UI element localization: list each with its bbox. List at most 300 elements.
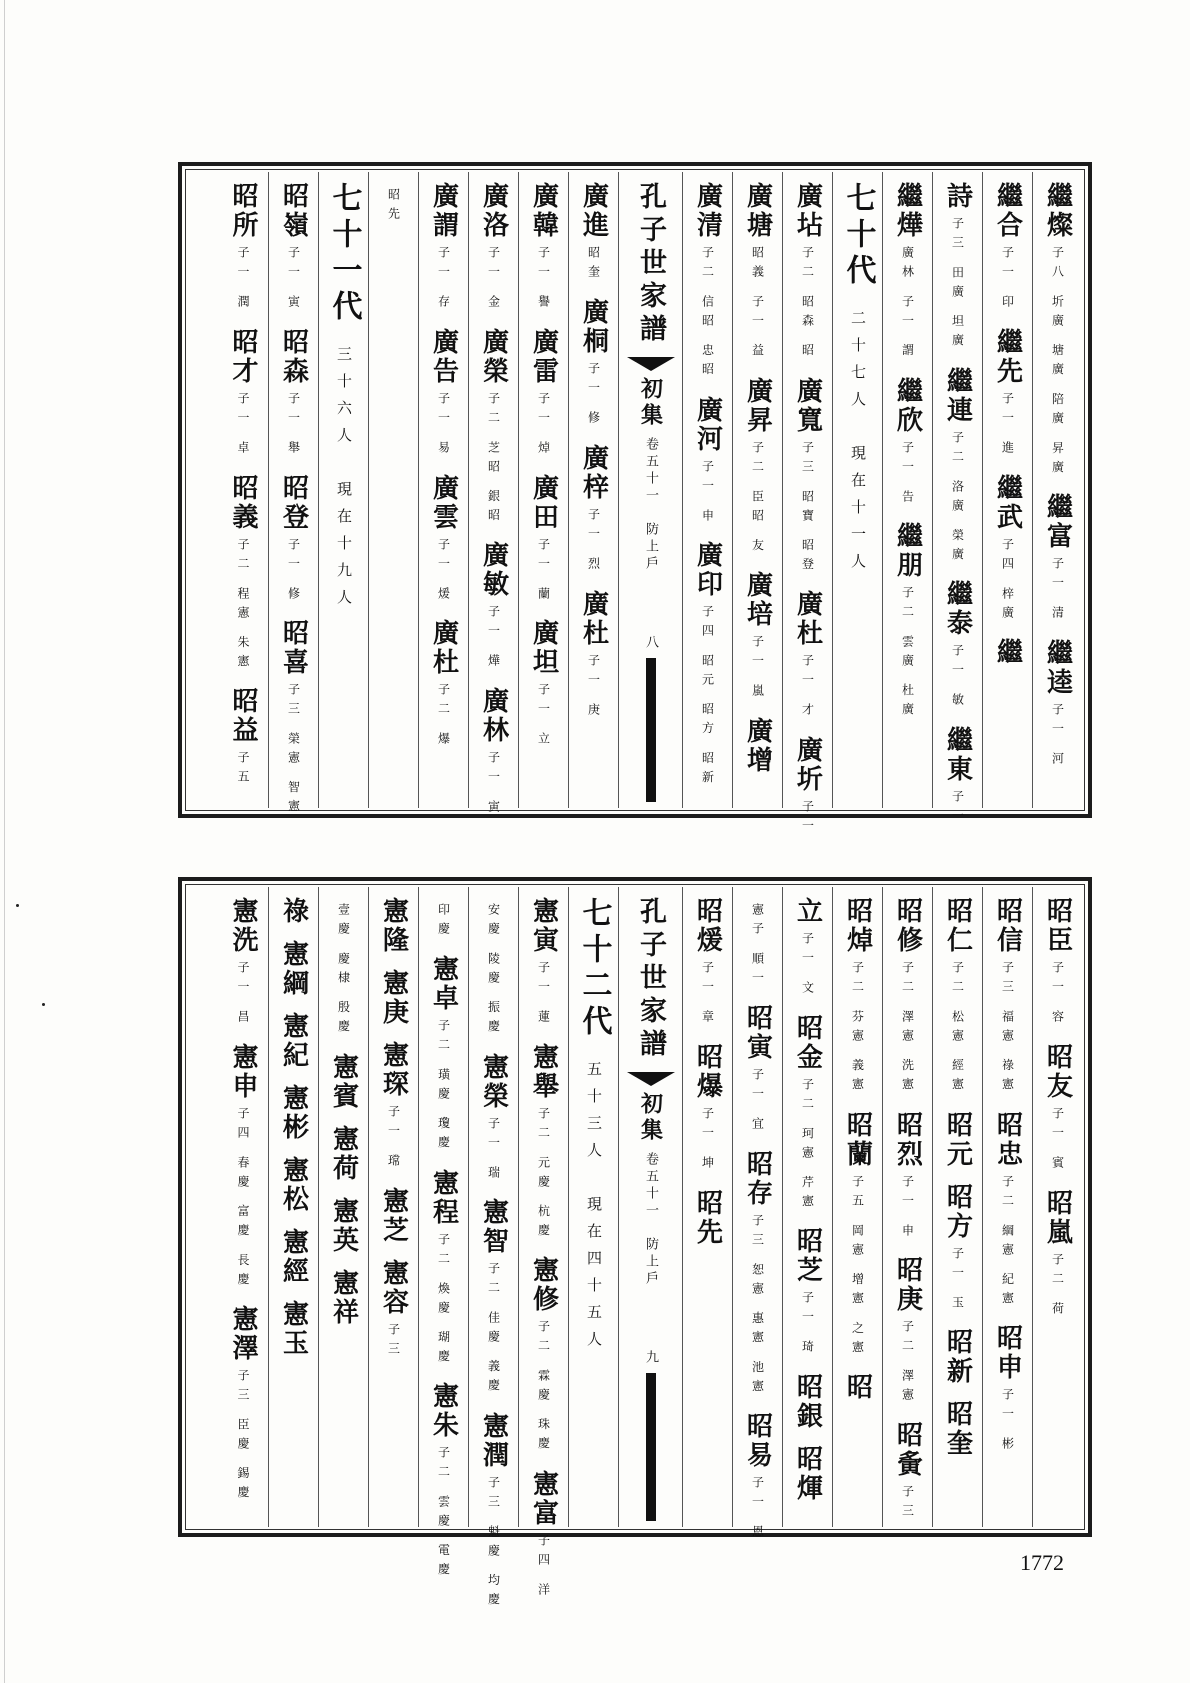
lineage-note: 子四 洋	[536, 1534, 551, 1602]
person-name: 昭寅	[742, 1003, 773, 1062]
person-entry	[528, 1042, 559, 1243]
person-name: 繼東	[942, 726, 973, 785]
person-name: 昭忠	[992, 1110, 1023, 1169]
person-entry	[478, 182, 509, 314]
register-column	[732, 887, 782, 1544]
person-name: 昭方	[942, 1182, 973, 1241]
person-name: 昭元	[942, 1110, 973, 1169]
person-entry	[478, 541, 509, 674]
fish-tail-mark	[627, 1072, 675, 1086]
person-name: 廣榮	[478, 327, 509, 386]
person-entry	[428, 327, 459, 460]
person-name: 廣杜	[578, 589, 609, 648]
person-entry	[792, 1227, 823, 1360]
person-entry	[842, 1373, 873, 1403]
person-name: 繼燁	[892, 182, 923, 240]
person-name: 昭先	[692, 1188, 723, 1247]
person-entry	[328, 1124, 359, 1183]
person-entry	[528, 473, 559, 606]
person-name: 昭嶺	[278, 182, 309, 240]
person-name: 昭友	[1042, 1042, 1073, 1101]
person-entry	[478, 1198, 509, 1399]
lineage-note: 子一 玉	[950, 1246, 965, 1315]
person-entry	[692, 182, 723, 382]
person-entry	[528, 1256, 559, 1457]
person-name: 廣圻	[792, 736, 823, 795]
lineage-note: 子一 修	[286, 537, 301, 606]
leaf-number: 八	[643, 635, 658, 648]
person-entry	[378, 897, 409, 955]
register-column	[218, 887, 268, 1527]
person-entry	[278, 473, 309, 606]
lineage-note: 子二 澤憲	[900, 1320, 915, 1408]
lineage-note: 子三	[900, 1485, 915, 1524]
person-entry	[230, 897, 256, 1029]
lineage-note: 子二 元慶 杭慶	[536, 1106, 551, 1243]
lineage-note: 子一 卓	[236, 391, 250, 460]
person-name: 昭奎	[942, 1400, 973, 1459]
generation-count: 二十七人 現在十一人	[849, 310, 867, 580]
person-entry	[278, 327, 309, 460]
person-name: 憲程	[428, 1168, 459, 1227]
register-column	[832, 887, 882, 1527]
person-entry	[328, 1052, 359, 1111]
person-entry	[578, 298, 609, 430]
lineage-note: 子八 圻廣 塘廣 陪廣 昇廣	[1050, 246, 1065, 480]
person-entry	[792, 1013, 823, 1214]
lineage-note: 子一 琦	[800, 1291, 815, 1360]
person-name: 昭爆	[692, 1042, 723, 1101]
person-name: 憲舉	[528, 1042, 559, 1101]
person-name: 昭煇	[792, 1445, 823, 1504]
person-name: 詩	[942, 182, 973, 211]
generation-heading: 七十一代	[326, 182, 362, 326]
register-column	[468, 887, 518, 1612]
collection-label: 初集	[637, 1092, 664, 1144]
title-spine-column	[618, 887, 682, 1527]
person-entry	[742, 1149, 773, 1399]
person-entry	[942, 182, 973, 353]
book-title: 孔子世家譜	[635, 182, 666, 347]
person-entry	[692, 541, 723, 790]
person-entry	[992, 897, 1023, 1097]
person-entry	[230, 474, 256, 674]
lineage-note: 子三	[386, 1322, 401, 1361]
person-entry	[892, 522, 923, 723]
person-entry	[378, 1041, 409, 1173]
person-name: 廣昇	[742, 376, 773, 435]
person-entry	[278, 1156, 309, 1214]
person-name: 繼燦	[1042, 182, 1073, 240]
lineage-note: 子二 爆	[436, 683, 451, 752]
person-entry	[992, 1324, 1023, 1457]
lineage-note: 子一 烈	[586, 507, 601, 576]
person-name: 繼泰	[942, 580, 973, 639]
person-name: 廣梓	[578, 443, 609, 502]
person-name: 繼富	[1042, 493, 1073, 552]
register-column	[882, 172, 932, 808]
person-name: 廣韓	[528, 182, 559, 240]
person-name: 憲隆	[378, 897, 409, 955]
person-entry	[842, 1110, 873, 1360]
person-entry	[942, 1400, 973, 1459]
person-name: 昭義	[228, 473, 258, 532]
lineage-note: 子二 昭森 昭	[800, 246, 815, 363]
book-title: 孔子世家譜	[635, 897, 666, 1062]
register-column	[568, 887, 618, 1527]
person-name: 廣杜	[792, 590, 823, 649]
register-column	[418, 887, 468, 1582]
person-entry	[1042, 1188, 1073, 1321]
person-entry	[1042, 182, 1073, 480]
person-name: 昭存	[742, 1149, 773, 1208]
person-name: 憲卓	[428, 955, 459, 1013]
register-column	[268, 172, 318, 820]
lineage-note: 子一 蓮	[536, 961, 551, 1029]
person-name: 廣培	[742, 571, 773, 630]
lineage-note: 子二 璜慶 瓊慶	[436, 1019, 451, 1155]
register-column	[368, 172, 418, 808]
person-entry	[742, 1003, 773, 1136]
person-name: 立	[792, 897, 823, 926]
person-name: 廣桐	[578, 298, 609, 356]
person-name: 昭焯	[842, 897, 873, 955]
person-entry	[578, 182, 609, 284]
person-entry	[892, 1110, 923, 1243]
lineage-note: 子一 煖	[436, 537, 451, 606]
person-name: 憲彬	[278, 1084, 309, 1142]
lineage-note: 安慶 陵慶 振慶	[486, 903, 501, 1039]
person-entry	[742, 571, 773, 704]
lineage-note: 子三 昭寶 昭登	[800, 440, 815, 577]
register-column	[518, 172, 568, 808]
lineage-note: 子二 信昭 忠昭	[700, 246, 715, 382]
lineage-note: 子一 清	[1050, 557, 1065, 626]
person-name: 憲容	[378, 1258, 409, 1317]
person-entry	[1042, 1042, 1073, 1175]
lineage-note: 昭先	[386, 188, 401, 226]
lineage-note: 子三 福憲 祿憲	[1000, 961, 1015, 1097]
lineage-note: 子一	[800, 800, 815, 839]
person-name: 憲經	[278, 1228, 309, 1286]
register-column	[468, 172, 518, 820]
person-name: 繼	[992, 638, 1023, 668]
person-name: 廣林	[478, 687, 509, 746]
person-entry	[792, 1445, 823, 1504]
person-entry	[792, 590, 823, 723]
person-name: 繼武	[992, 473, 1023, 532]
person-entry	[942, 1182, 973, 1315]
person-entry	[378, 1186, 409, 1245]
person-name: 昭森	[278, 327, 309, 386]
lineage-note: 子一 申	[700, 459, 715, 528]
person-name: 繼朋	[892, 522, 923, 581]
person-entry	[1042, 493, 1073, 626]
register-column	[982, 887, 1032, 1527]
person-entry	[428, 619, 459, 752]
lineage-note: 子一 章	[700, 961, 715, 1029]
person-entry	[438, 897, 450, 941]
fish-tail-mark	[627, 357, 675, 371]
person-entry	[942, 1110, 973, 1169]
title-spine-column	[618, 172, 682, 808]
lineage-note: 子一 進	[1000, 391, 1015, 460]
person-name: 昭登	[278, 473, 309, 532]
person-entry	[742, 182, 773, 363]
person-entry	[230, 182, 256, 314]
person-entry	[528, 619, 559, 752]
person-name: 憲寅	[528, 897, 559, 955]
register-column	[682, 887, 732, 1527]
person-entry	[528, 182, 559, 314]
register-column	[932, 887, 982, 1527]
generation-count: 三十六人 現在十九人	[335, 346, 353, 616]
person-name: 廣洛	[478, 182, 509, 240]
person-name: 昭仁	[942, 897, 973, 955]
person-name: 昭煖	[692, 897, 723, 955]
person-entry	[992, 327, 1023, 460]
person-name: 昭信	[992, 897, 1023, 955]
lineage-note: 子一 恩	[750, 1476, 765, 1544]
lineage-note: 子一 敏	[950, 644, 965, 713]
person-name: 憲澤	[228, 1305, 258, 1364]
person-name: 憲琛	[378, 1041, 409, 1099]
person-name: 憲祥	[328, 1268, 359, 1327]
person-name: 昭所	[228, 182, 258, 240]
person-name: 昭蘭	[842, 1110, 873, 1169]
register-column	[268, 887, 318, 1527]
lineage-note: 子四 昭元 昭方 昭新	[700, 605, 715, 790]
register-column	[932, 172, 982, 829]
register-column	[418, 172, 468, 808]
person-entry	[942, 366, 973, 567]
person-name: 憲潤	[478, 1412, 509, 1471]
person-name: 憲荷	[328, 1124, 359, 1183]
lineage-note: 子一 燁	[486, 605, 501, 674]
person-name: 昭申	[992, 1324, 1023, 1383]
lineage-note: 子一 文	[800, 932, 815, 1000]
person-entry	[742, 1412, 773, 1544]
person-name: 憲智	[478, 1198, 509, 1257]
generation-heading: 七十代	[840, 182, 876, 290]
lineage-note: 子一 告	[900, 440, 915, 509]
person-name: 憲洗	[228, 897, 258, 955]
person-entry	[528, 897, 559, 1029]
lineage-note: 子二 臣昭 友	[750, 440, 765, 558]
person-entry	[278, 1012, 309, 1070]
person-entry	[230, 1043, 256, 1291]
person-entry	[992, 473, 1023, 625]
lineage-note: 子一 瑺	[386, 1105, 401, 1173]
lineage-note: 印慶	[436, 903, 451, 941]
person-name: 憲榮	[478, 1052, 509, 1111]
lineage-note: 子二 程憲 朱憲	[236, 537, 250, 674]
person-entry	[478, 327, 509, 528]
lineage-note: 子一 印	[1000, 246, 1015, 314]
person-name: 繼先	[992, 327, 1023, 386]
lineage-note: 子一 容	[1050, 961, 1065, 1029]
person-entry	[388, 182, 400, 226]
person-name: 廣敏	[478, 541, 509, 600]
collection-label: 初集	[637, 377, 664, 429]
person-name: 廣進	[578, 182, 609, 240]
register-column	[882, 887, 932, 1527]
lineage-note: 子三 榮憲 智憲	[286, 683, 301, 820]
person-name: 繼合	[992, 182, 1023, 240]
person-entry	[278, 897, 309, 926]
lineage-note: 子四 春慶 富慶 長慶	[236, 1106, 250, 1292]
person-name: 憲芝	[378, 1186, 409, 1245]
register-column	[318, 172, 368, 808]
lineage-note: 子二 佳慶 義慶	[486, 1262, 501, 1399]
person-entry	[752, 897, 764, 990]
person-name: 憲紀	[278, 1012, 309, 1070]
lineage-note: 子二 荷	[1050, 1252, 1065, 1321]
lineage-note: 子一	[950, 790, 965, 829]
lineage-note: 子一 寅	[486, 751, 501, 820]
person-entry	[892, 1256, 923, 1408]
person-name: 廣謂	[428, 182, 459, 240]
person-entry	[942, 1328, 973, 1387]
person-entry	[328, 1196, 359, 1255]
register-column	[732, 172, 782, 808]
lineage-note: 子一 譽	[536, 246, 551, 314]
spine-bar	[646, 1373, 656, 1521]
person-entry	[792, 182, 823, 363]
person-name: 憲富	[528, 1470, 559, 1529]
person-entry	[792, 1373, 823, 1432]
person-name: 廣田	[528, 473, 559, 532]
person-entry	[942, 897, 973, 1097]
page-edge-rule	[4, 0, 5, 1683]
register-column	[318, 887, 368, 1527]
lineage-note: 子二 雲廣 杜廣	[900, 586, 915, 723]
person-name: 昭銀	[792, 1373, 823, 1432]
volume-label: 卷五十一 防上戶	[643, 437, 658, 573]
lineage-note: 子一 昌	[236, 961, 250, 1029]
lineage-note: 昭奎	[586, 246, 601, 284]
lineage-note: 子四 梓廣	[1000, 537, 1015, 625]
lineage-note: 子一 河	[1050, 703, 1065, 771]
person-name: 昭新	[942, 1328, 973, 1387]
panel-columns	[188, 172, 1082, 839]
lineage-note: 子三 臣慶 錫慶	[236, 1369, 250, 1505]
person-entry	[1042, 897, 1073, 1029]
person-name: 廣杜	[428, 619, 459, 678]
lineage-note: 子二 珂憲 芹憲	[800, 1077, 815, 1214]
person-entry	[578, 443, 609, 576]
genealogy-panel-top	[178, 162, 1092, 839]
person-entry	[578, 589, 609, 722]
person-entry	[692, 1042, 723, 1175]
person-name: 廣告	[428, 327, 459, 386]
person-name: 憲修	[528, 1256, 559, 1315]
lineage-note: 子一 立	[536, 683, 551, 752]
person-entry	[278, 619, 309, 820]
person-entry	[528, 327, 559, 460]
person-name: 廣增	[742, 717, 773, 776]
person-name: 憲綱	[278, 940, 309, 998]
register-column	[1032, 172, 1082, 808]
lineage-note: 子二 綱憲 紀憲	[1000, 1174, 1015, 1311]
person-name: 昭易	[742, 1412, 773, 1471]
person-name: 昭金	[792, 1013, 823, 1072]
person-entry	[742, 376, 773, 558]
leaf-number: 九	[643, 1350, 658, 1363]
person-entry	[692, 1188, 723, 1247]
lineage-note: 子一 蘭	[536, 537, 551, 606]
lineage-note: 子一 金	[486, 246, 501, 314]
lineage-note: 子二 洛廣 榮廣	[950, 430, 965, 567]
person-entry	[278, 940, 309, 998]
person-entry	[278, 1300, 309, 1358]
person-entry	[892, 1421, 923, 1524]
person-entry	[478, 687, 509, 820]
person-name: 憲英	[328, 1196, 359, 1255]
generation-heading: 七十二代	[576, 897, 612, 1041]
lineage-note: 子二 松憲 經憲	[950, 961, 965, 1097]
person-name: 繼連	[942, 366, 973, 425]
person-name: 憲申	[228, 1042, 258, 1101]
person-name: 廣印	[692, 541, 723, 600]
person-entry	[230, 1305, 256, 1505]
lineage-note: 子一 彬	[1000, 1388, 1015, 1457]
lineage-note: 子三 恕憲 惠憲 池憲	[750, 1213, 765, 1399]
person-entry	[428, 955, 459, 1155]
person-entry	[942, 726, 973, 829]
person-name: 廣河	[692, 395, 723, 454]
lineage-note: 子一 坤	[700, 1106, 715, 1175]
lineage-note: 子一 申	[900, 1174, 915, 1243]
person-name: 憲庚	[378, 969, 409, 1027]
person-entry	[428, 1168, 459, 1369]
lineage-note: 子一 修	[586, 362, 601, 430]
lineage-note: 壹慶 慶棣 殷慶	[336, 903, 351, 1039]
person-name: 憲松	[278, 1156, 309, 1214]
person-name: 昭夤	[892, 1421, 923, 1480]
person-entry	[528, 1470, 559, 1602]
person-name: 昭喜	[278, 619, 309, 678]
person-entry	[992, 1110, 1023, 1311]
lineage-note: 子二 芝昭 銀昭	[486, 391, 501, 528]
person-entry	[488, 897, 500, 1039]
person-name: 昭益	[228, 687, 258, 746]
lineage-note: 子一 易	[436, 391, 451, 460]
person-name: 昭	[842, 1373, 873, 1403]
lineage-note: 昭義 子一 益	[750, 246, 765, 363]
lineage-note: 子五	[236, 751, 250, 790]
lineage-note: 子一 舉	[286, 391, 301, 460]
person-entry	[378, 969, 409, 1027]
person-entry	[692, 897, 723, 1029]
person-entry	[278, 1228, 309, 1286]
person-entry	[792, 736, 823, 839]
person-entry	[230, 687, 256, 789]
person-entry	[478, 1052, 509, 1185]
person-name: 昭庚	[892, 1256, 923, 1315]
page-number: 1772	[1020, 1550, 1064, 1575]
person-name: 祿	[278, 897, 309, 926]
lineage-note: 子一 才	[800, 654, 815, 723]
person-name: 昭烈	[892, 1110, 923, 1169]
lineage-note: 子二 澤憲 洗憲	[900, 961, 915, 1097]
person-name: 昭臣	[1042, 897, 1073, 955]
lineage-note: 子二 霖慶 珠慶	[536, 1320, 551, 1457]
person-name: 憲賓	[328, 1052, 359, 1111]
person-entry	[742, 717, 773, 776]
register-column	[982, 172, 1032, 808]
volume-label: 卷五十一 防上戶	[643, 1152, 658, 1288]
